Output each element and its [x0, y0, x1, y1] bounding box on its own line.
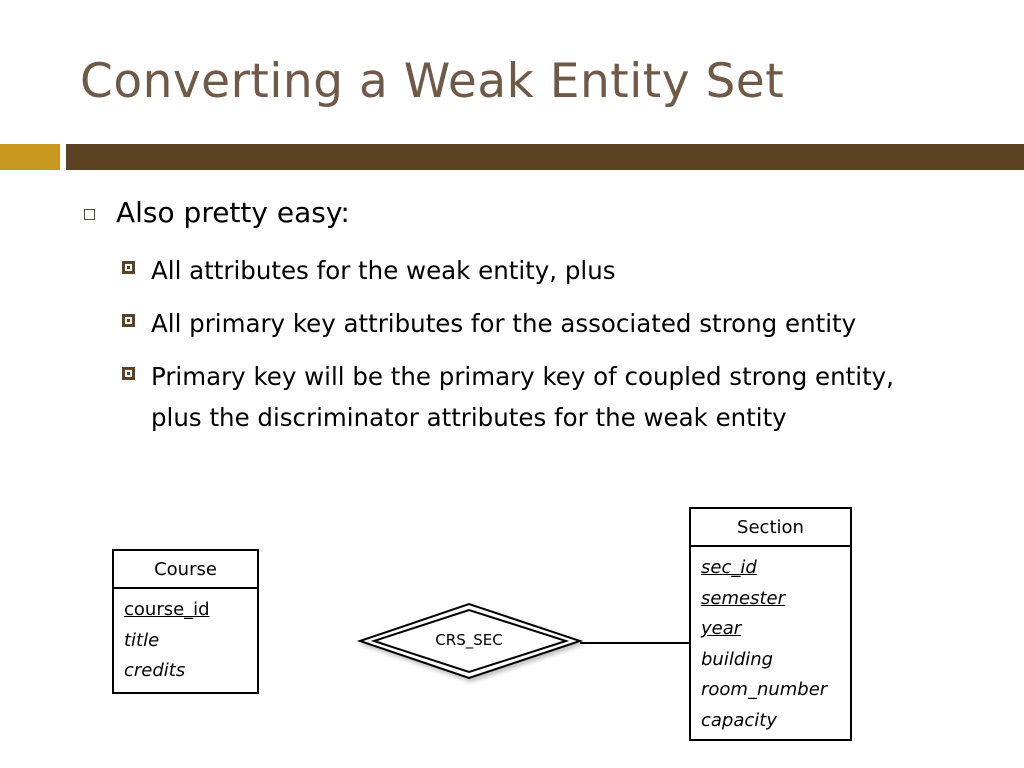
- section-attributes: [691, 547, 850, 736]
- course-entity-name: Course: [114, 551, 257, 589]
- section-attribute: capacity: [701, 709, 777, 731]
- section-attribute: room_number: [701, 679, 828, 700]
- section-attribute: building: [701, 648, 774, 670]
- section-entity-name: Section: [691, 509, 850, 547]
- course-attribute: course_id: [124, 599, 210, 620]
- section-attribute: semester: [701, 587, 785, 609]
- course-entity: [112, 549, 259, 694]
- course-attribute: title: [124, 629, 160, 651]
- sub-bullet-text: Primary key will be the primary key of coupled strong entity, plus the discriminator attributes for the weak entity: [151, 362, 894, 432]
- section-entity: [689, 507, 852, 741]
- sub-bullet-text: All attributes for the weak entity, plus: [151, 256, 616, 285]
- sub-bullet-text: All primary key attributes for the associated strong entity: [151, 309, 857, 338]
- course-attributes: [114, 589, 257, 687]
- section-attribute: year: [701, 618, 742, 639]
- relationship-label: CRS_SEC: [435, 631, 503, 649]
- slide-title: Converting a Weak Entity Set: [80, 54, 785, 109]
- main-bullet-text: Also pretty easy:: [116, 196, 350, 229]
- course-attribute: credits: [124, 660, 186, 681]
- section-attribute: sec_id: [701, 557, 757, 578]
